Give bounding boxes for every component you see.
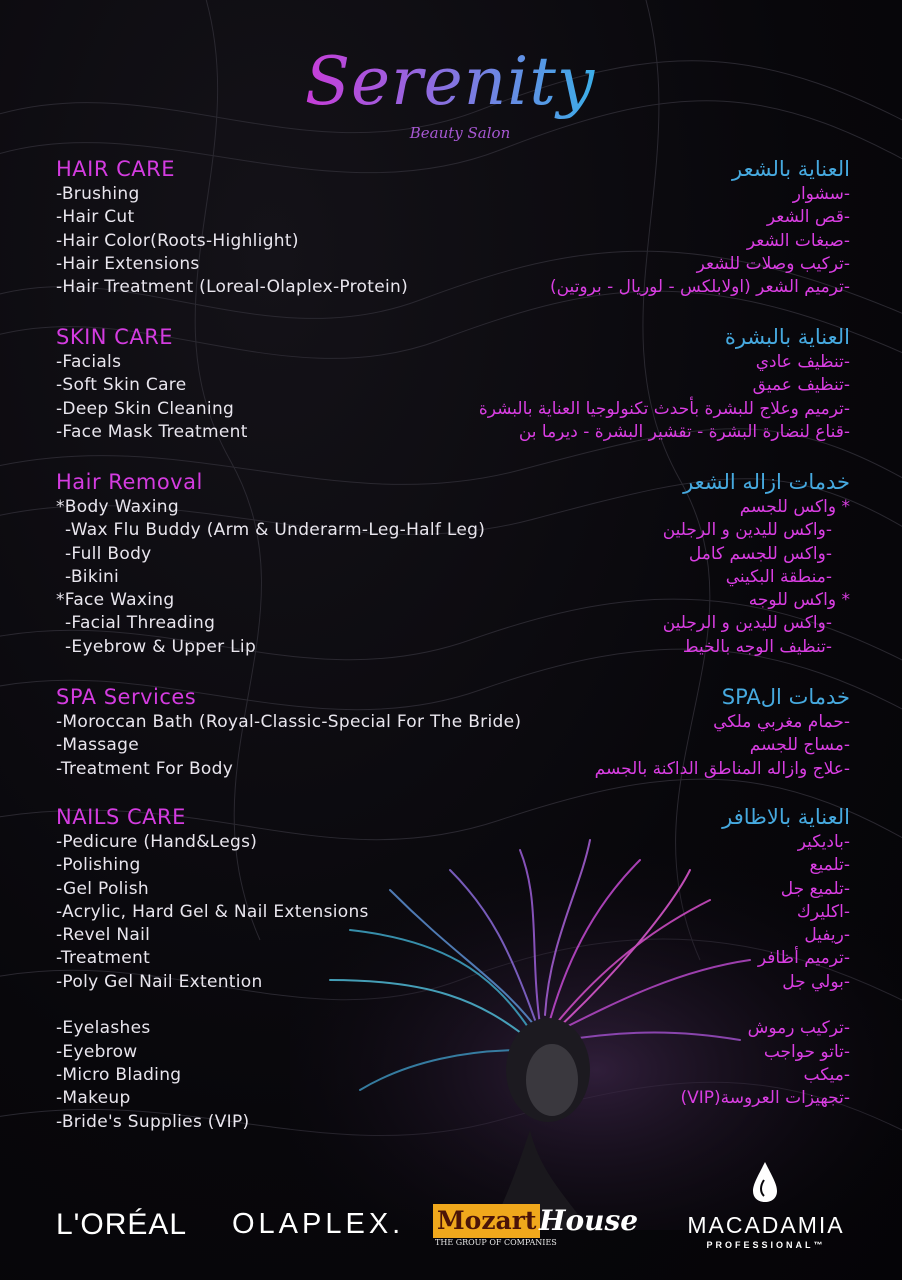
service-line: -Full Body [65,543,152,564]
service-line: -تجهيزات العروسة(VIP) [680,1088,850,1109]
service-line: -صبغات الشعر [746,230,850,251]
service-line: -واكس لليدين و الرجلين [662,613,832,634]
macadamia-subtitle: PROFESSIONAL™ [706,1240,826,1250]
section-hair-care-ar [410,156,850,299]
service-line: -ترميم الشعر (اولابلكس - لوريال - بروتين) [549,277,850,298]
macadamia-logo [676,1160,856,1255]
service-line: *Body Waxing [56,497,179,517]
service-line: -Micro Blading [56,1064,182,1085]
section-spa-ar [410,684,850,781]
service-line: -Bride's Supplies (VIP) [56,1111,250,1132]
service-line: -قناع لنضارة البشرة - تقشير البشرة - ديرما بن [518,421,850,442]
service-line: -Bikini [65,566,120,587]
service-line: -سشوار [792,184,850,204]
salon-logo [300,40,600,155]
house-wordmark: House [539,1204,639,1237]
service-line: -تنظيف الوجه بالخيط [682,636,832,657]
service-line: -Moroccan Bath (Royal-Classic-Special For The Bride) [56,712,522,732]
olaplex-logo: OLAPLEX. [232,1208,405,1240]
service-line: -Poly Gel Nail Extention [56,971,263,992]
service-line: -Revel Nail [56,925,151,946]
service-line: -Eyebrow & Upper Lip [65,636,257,657]
service-line: -ميكب [803,1064,850,1085]
service-line: -مساج للجسم [749,735,850,756]
section-title: NAILS CARE [56,805,186,829]
service-line: -Brushing [56,184,140,204]
service-line: -Face Mask Treatment [56,421,248,442]
section-title: SPA Services [56,685,197,709]
service-line: -Gel Polish [56,878,149,899]
section-title: العناية بالاظافر [722,805,850,829]
service-line: -Acrylic, Hard Gel & Nail Extensions [56,901,369,922]
service-line: -Deep Skin Cleaning [56,398,235,419]
service-line: -تركيب وصلات للشعر [696,253,850,274]
service-line: -تلميع جل [780,878,850,899]
service-line: -ريفيل [804,925,850,946]
service-line: -Eyelashes [56,1018,151,1039]
section-title: خدمات الSPA [721,685,850,709]
service-line: -علاج وازاله المناطق الداكنة بالجسم [594,758,850,779]
service-line: -Polishing [56,855,141,876]
section-title: العناية بالبشرة [724,325,850,349]
service-line [410,994,850,1017]
section-title: خدمات ازاله الشعر [683,470,850,494]
section-title: HAIR CARE [56,157,176,181]
service-line: -Facial Threading [65,613,216,634]
service-line: -قص الشعر [766,207,850,228]
service-line: -منطقة البكيني [725,566,832,587]
service-line: -Makeup [56,1088,131,1109]
service-line: -تنظيف عميق [752,375,850,396]
mozart-tagline: THE GROUP OF COMPANIES [435,1238,557,1247]
service-line: * واكس للوجه [748,590,850,611]
section-hair-removal-ar [410,469,850,659]
service-line: -باديكير [797,832,850,852]
partner-brands [0,1190,902,1280]
service-line: -Wax Flu Buddy (Arm & Underarm-Leg-Half Leg) [65,520,486,541]
service-line: -Pedicure (Hand&Legs) [56,832,258,852]
service-line: -تركيب رموش [747,1018,850,1039]
service-line: -Facials [56,352,122,372]
service-line: -Hair Treatment (Loreal-Olaplex-Protein) [56,277,408,298]
section-skin-care-ar [410,324,850,444]
service-line: -Eyebrow [56,1041,138,1062]
service-line: -بولي جل [782,971,850,992]
mozart-wordmark: Mozart [433,1204,540,1238]
logo-wordmark: Serenity [300,40,600,124]
loreal-logo: L'ORÉAL [56,1208,188,1241]
service-line: -Hair Extensions [56,253,200,274]
service-line: -واكس لليدين و الرجلين [662,520,832,541]
service-line: -حمام مغربي ملكي [713,712,850,732]
service-line: *Face Waxing [56,590,175,611]
section-title: Hair Removal [56,470,203,494]
service-line: -ترميم وعلاج للبشرة بأحدث تكنولوجيا العناية بالبشرة [478,398,850,419]
service-line: -واكس للجسم كامل [688,543,832,564]
service-line: -اكليرك [796,901,850,922]
oil-drop-icon [750,1160,780,1204]
service-line: -ترميم أظافر [757,948,850,969]
macadamia-wordmark: MACADAMIA [687,1212,845,1238]
service-line: -تلميع [809,855,850,876]
service-line: -Hair Cut [56,207,135,228]
mozart-house-logo [433,1204,658,1250]
service-line: -Treatment [56,948,151,969]
service-line: -تاتو حواجب [763,1041,850,1062]
service-line: -Treatment For Body [56,758,234,779]
service-line: -تنظيف عادي [755,352,850,372]
service-line: -Soft Skin Care [56,375,187,396]
service-line: * واكس للجسم [739,497,850,517]
section-title: SKIN CARE [56,325,174,349]
section-nails-care-ar [410,804,850,1111]
section-title: العناية بالشعر [732,157,850,181]
service-line: -Hair Color(Roots-Highlight) [56,230,299,251]
service-line: -Massage [56,735,140,756]
logo-subtitle: Beauty Salon [409,124,511,142]
